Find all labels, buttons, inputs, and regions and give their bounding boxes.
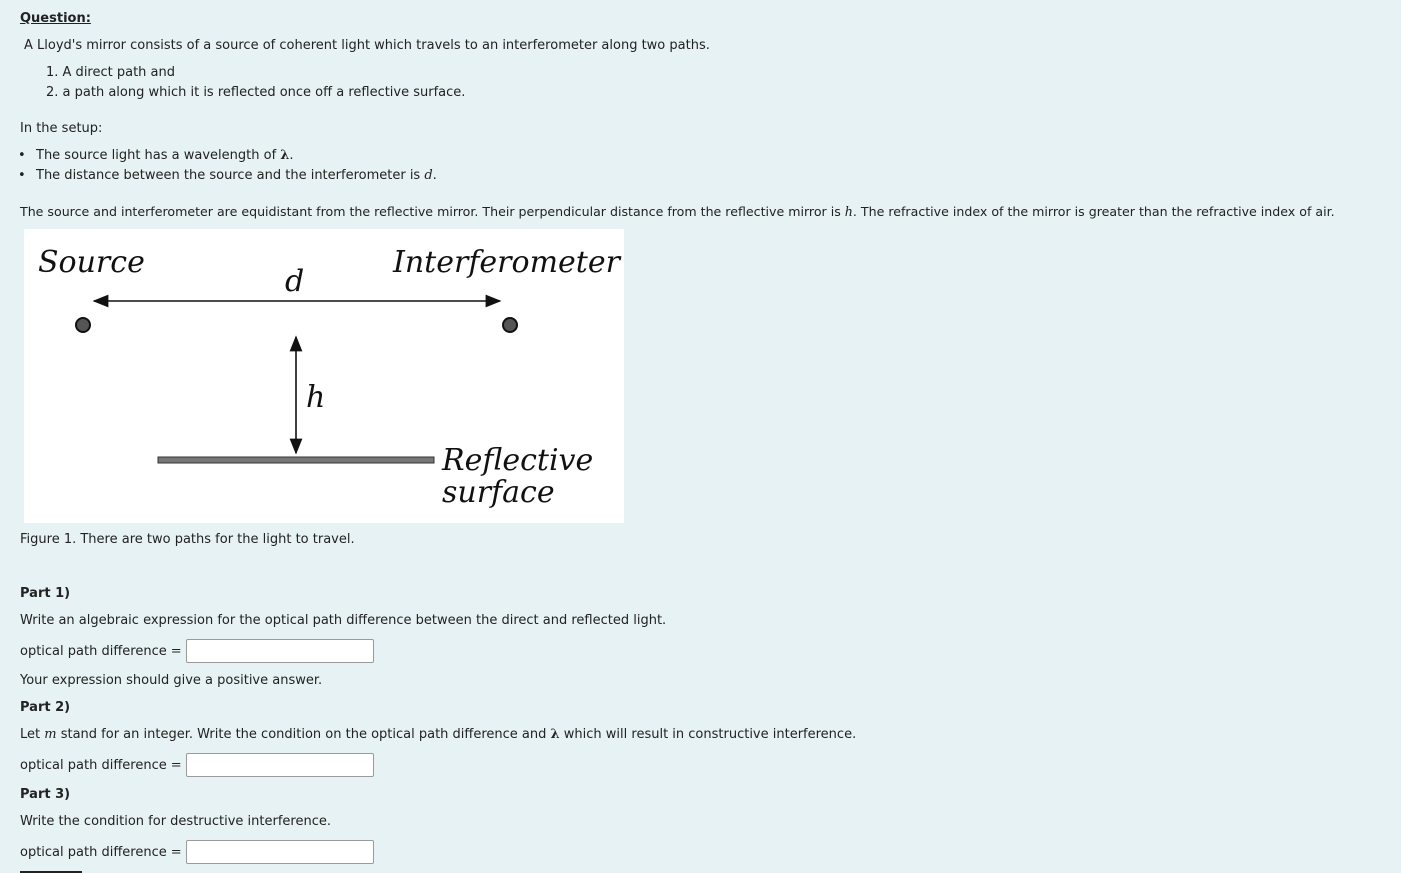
surface-label-line1: Reflective (442, 443, 594, 478)
reflective-surface (158, 457, 434, 463)
lloyds-mirror-figure (24, 229, 624, 523)
path-item-2: 2. a path along which it is reflected once off a reflective surface. (46, 85, 466, 100)
part3-title: Part 3) (20, 787, 71, 802)
part2-prompt-b: stand for an integer. Write the condition on the optical path difference and (56, 727, 551, 742)
geometry-text-before: The source and interferometer are equidistant from the reflective mirror. Their perpendicular distance from the reflective mirror is (20, 204, 845, 219)
path-item-1: 1. A direct path and (46, 65, 176, 80)
setup-item-wavelength (36, 148, 294, 163)
part1-field-row (20, 638, 374, 664)
geometry-text (20, 204, 1335, 219)
part1-equals: = (170, 643, 182, 659)
h-symbol: h (844, 204, 853, 219)
part2-prompt (20, 727, 856, 742)
setup-item-distance (36, 168, 437, 183)
part3-field-row (20, 839, 374, 865)
part3-field-label: optical path difference (20, 844, 167, 860)
setup-item-period: . (432, 168, 437, 183)
m-symbol: m (44, 727, 57, 742)
part1-title: Part 1) (20, 586, 71, 601)
figure-diagram (24, 229, 624, 523)
source-dot (76, 318, 90, 332)
lambda-symbol: λ (280, 148, 290, 163)
geometry-text-after: . The refractive index of the mirror is greater than the refractive index of air. (852, 204, 1335, 219)
part2-prompt-a: Let (20, 727, 45, 742)
setup-label: In the setup: (20, 121, 103, 136)
figure-caption: Figure 1. There are two paths for the light to travel. (20, 532, 355, 547)
interferometer-dot (503, 318, 517, 332)
part2-equals: = (170, 757, 182, 773)
page-right-edge (1401, 0, 1408, 873)
d-label: d (285, 264, 305, 299)
intro-text: A Lloyd's mirror consists of a source of coherent light which travels to an interferometer along two paths. (24, 38, 710, 53)
lambda-symbol: λ (550, 727, 560, 742)
part3-equals: = (170, 844, 182, 860)
part3-prompt: Write the condition for destructive interference. (20, 814, 331, 829)
part2-field-label: optical path difference (20, 757, 167, 773)
part2-prompt-c: which will result in constructive interference. (559, 727, 857, 742)
part2-field-row (20, 752, 374, 778)
question-heading: Question: (20, 11, 91, 26)
d-symbol: d (424, 168, 433, 183)
part1-answer-input[interactable] (186, 639, 374, 663)
setup-item-text: The source light has a wavelength of (36, 148, 281, 163)
part3-answer-input[interactable] (186, 840, 374, 864)
part2-title: Part 2) (20, 700, 71, 715)
part2-answer-input[interactable] (186, 753, 374, 777)
source-label: Source (38, 245, 145, 280)
surface-label-line2: surface (442, 475, 555, 510)
h-label: h (306, 380, 326, 415)
part1-field-label: optical path difference (20, 643, 167, 659)
interferometer-label: Interferometer (393, 245, 620, 280)
setup-item-text: The distance between the source and the interferometer is (36, 168, 425, 183)
part1-note: Your expression should give a positive answer. (20, 673, 323, 688)
setup-item-period: . (289, 148, 294, 163)
part1-prompt: Write an algebraic expression for the optical path difference between the direct and reflected light. (20, 613, 667, 628)
